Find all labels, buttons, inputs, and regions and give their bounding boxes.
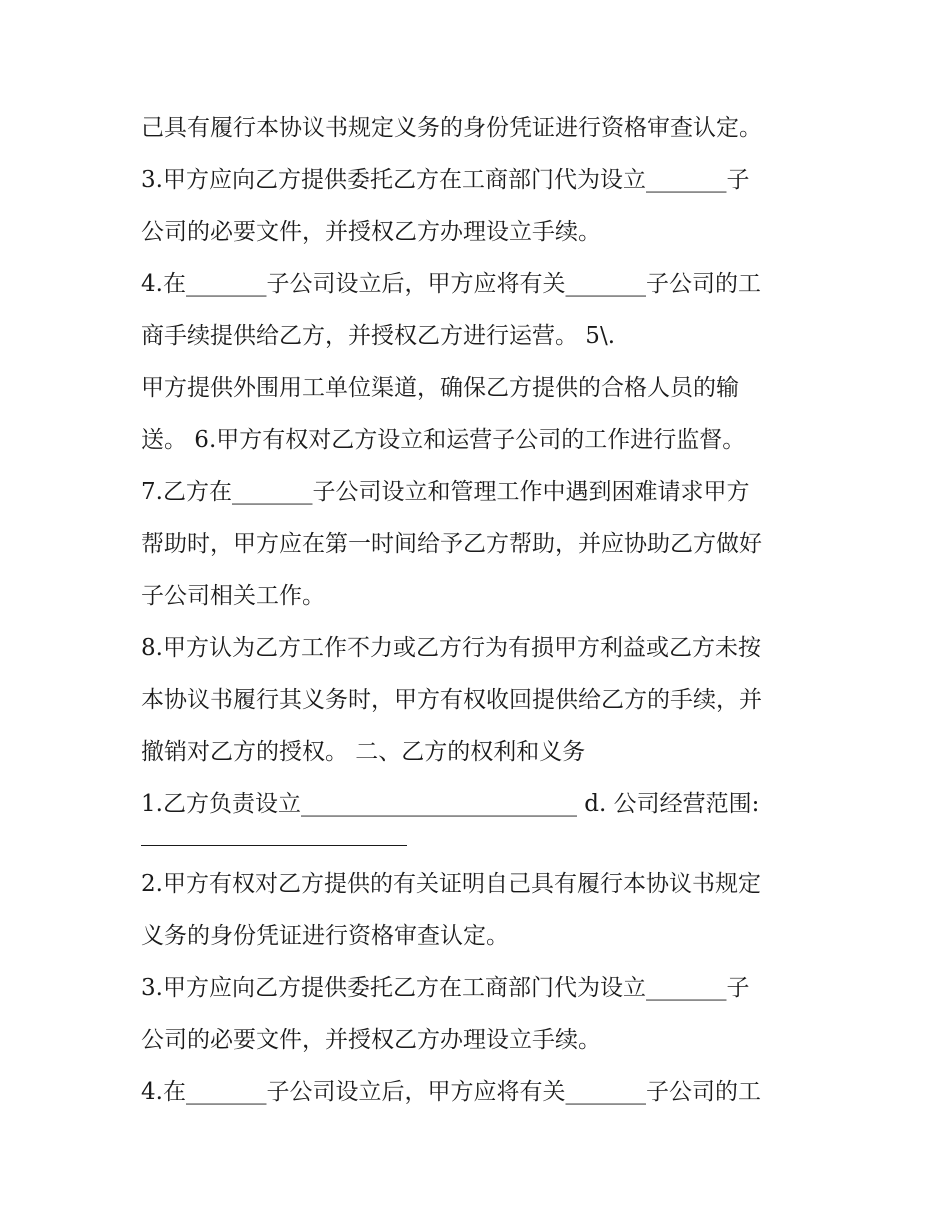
text-line-11: 8.甲方认为乙方工作不力或乙方行为有损甲方利益或乙方未按 — [141, 635, 761, 661]
text-line-15: 2.甲方有权对乙方提供的有关证明自己具有履行本协议书规定 — [141, 871, 761, 897]
text-line-9: 帮助时，甲方应在第一时间给予乙方帮助，并应协助乙方做好 — [141, 531, 762, 557]
text-line-13: 撤销对乙方的授权。 二、乙方的权利和义务 — [141, 739, 586, 765]
text-line-12: 本协议书履行其义务时，甲方有权收回提供给乙方的手续，并 — [141, 687, 762, 713]
text-line-19: 4.在_______子公司设立后，甲方应将有关_______子公司的工 — [141, 1079, 761, 1105]
text-line-8: 7.乙方在_______子公司设立和管理工作中遇到困难请求甲方 — [141, 479, 750, 505]
text-line-5: 商手续提供给乙方，并授权乙方进行运营。 5\. — [141, 323, 616, 349]
text-line-4: 4.在_______子公司设立后，甲方应将有关_______子公司的工 — [141, 271, 761, 297]
text-line-14: 1.乙方负责设立________________________ d. 公司经营范围: — [141, 791, 760, 817]
text-line-2: 3.甲方应向乙方提供委托乙方在工商部门代为设立_______子 — [141, 167, 750, 193]
blank-underline — [141, 845, 407, 846]
text-line-3: 公司的必要文件，并授权乙方办理设立手续。 — [141, 219, 601, 245]
text-line-18: 公司的必要文件，并授权乙方办理设立手续。 — [141, 1027, 601, 1053]
text-line-16: 义务的身份凭证进行资格审查认定。 — [141, 923, 509, 949]
text-line-1: 己具有履行本协议书规定义务的身份凭证进行资格审查认定。 — [141, 115, 762, 141]
text-line-10: 子公司相关工作。 — [141, 583, 325, 609]
text-line-6: 甲方提供外围用工单位渠道，确保乙方提供的合格人员的输 — [141, 375, 739, 401]
text-line-17: 3.甲方应向乙方提供委托乙方在工商部门代为设立_______子 — [141, 975, 750, 1001]
text-line-7: 送。 6.甲方有权对乙方设立和运营子公司的工作进行监督。 — [141, 427, 746, 453]
